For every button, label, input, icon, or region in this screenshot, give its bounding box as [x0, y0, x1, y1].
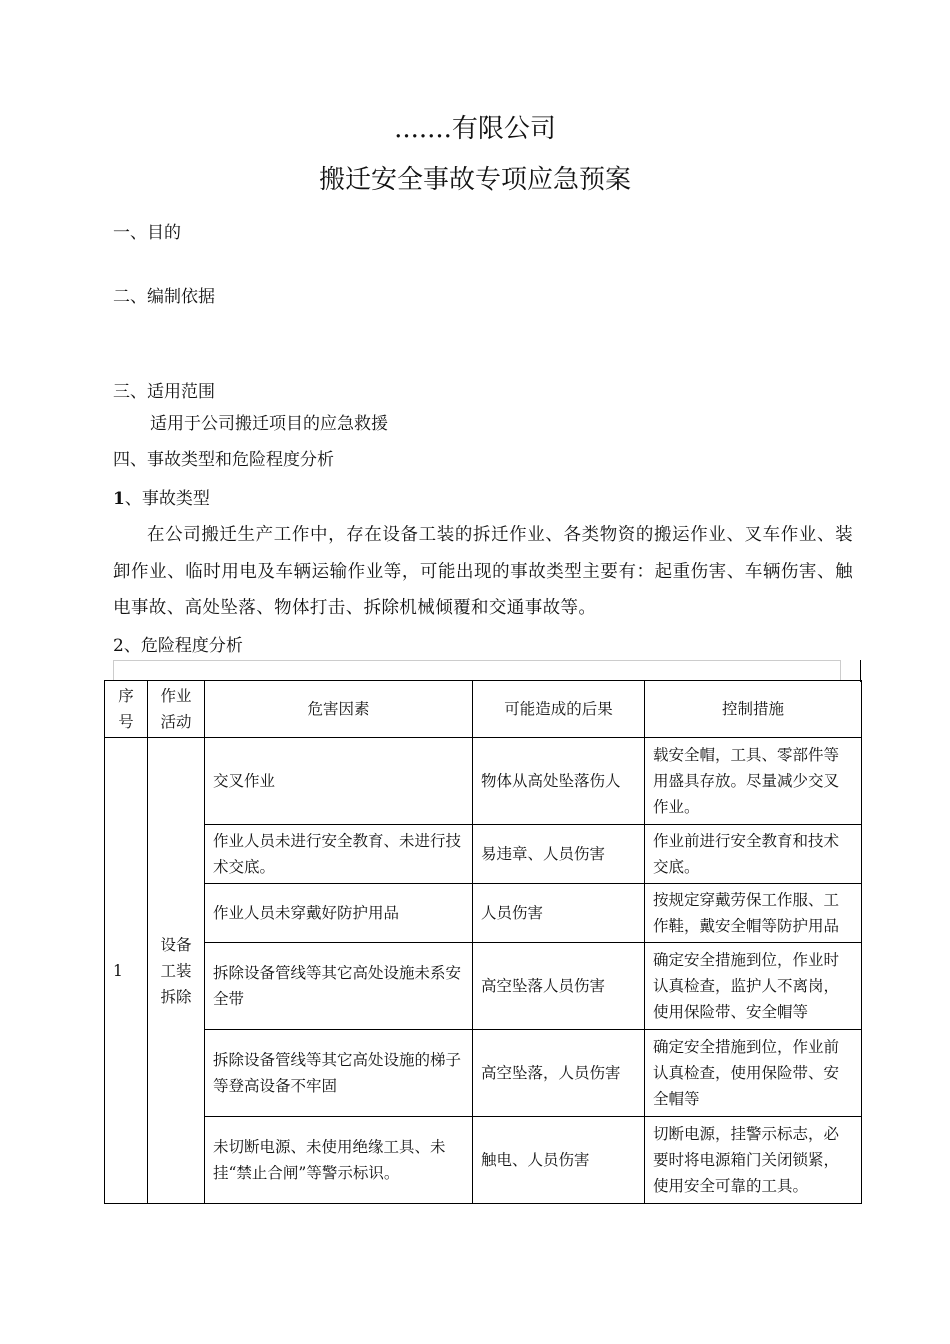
table-row: [105, 1030, 862, 1117]
header-no-line1: 序: [118, 687, 134, 705]
section-heading-purpose: 一、目的: [113, 223, 181, 243]
company-name: .......有限公司: [394, 114, 556, 144]
subheading-danger-analysis: 2、危险程度分析: [113, 636, 243, 656]
section-heading-scope: 三、适用范围: [113, 382, 215, 402]
consequence-cell: 物体从高处坠落伤人: [473, 738, 645, 825]
table-frame: [113, 660, 841, 681]
control-cell: 按规定穿戴劳保工作服、工作鞋，戴安全帽等防护用品: [645, 884, 862, 943]
header-hazard: 危害因素: [205, 681, 473, 738]
table-row: [105, 943, 862, 1030]
hazard-cell: 作业人员未穿戴好防护用品: [205, 884, 473, 943]
header-no: [105, 681, 148, 738]
hazard-cell: 交叉作业: [205, 738, 473, 825]
row-number-cell: 1: [105, 738, 148, 1204]
control-cell: 作业前进行安全教育和技术交底。: [645, 825, 862, 884]
activity-cell: [148, 738, 205, 1204]
subheading-label: 、事故类型: [124, 489, 210, 509]
header-activity-line2: 活动: [160, 713, 192, 731]
control-cell: 确定安全措施到位，作业时认真检查，监护人不离岗，使用保险带、安全帽等: [645, 943, 862, 1030]
table-row: [105, 1117, 862, 1204]
consequence-cell: 易违章、人员伤害: [473, 825, 645, 884]
hazard-cell: 作业人员未进行安全教育、未进行技术交底。: [205, 825, 473, 884]
subheading-accident-types: [113, 487, 210, 511]
activity-line1: 设备: [160, 935, 192, 954]
table-row: [105, 884, 862, 943]
table-header-row: [105, 681, 862, 738]
control-cell: 载安全帽，工具、零部件等用盛具存放。尽量减少交叉作业。: [645, 738, 862, 825]
hazard-cell: 拆除设备管线等其它高处设施的梯子等登高设备不牢固: [205, 1030, 473, 1117]
control-cell: 切断电源，挂警示标志，必要时将电源箱门关闭锁紧，使用安全可靠的工具。: [645, 1117, 862, 1204]
table-row: [105, 738, 862, 825]
header-consequence: 可能造成的后果: [473, 681, 645, 738]
header-control: 控制措施: [645, 681, 862, 738]
scope-text: 适用于公司搬迁项目的应急救援: [150, 414, 388, 434]
consequence-cell: 高空坠落人员伤害: [473, 943, 645, 1030]
table-row: [105, 825, 862, 884]
header-activity: [148, 681, 205, 738]
control-cell: 确定安全措施到位，作业前认真检查，使用保险带、安全帽等: [645, 1030, 862, 1117]
document-title: 搬迁安全事故专项应急预案: [318, 165, 631, 195]
hazard-analysis-table: [104, 680, 862, 1204]
subheading-number: 1: [113, 489, 125, 509]
section-heading-basis: 二、编制依据: [113, 287, 215, 307]
header-activity-line1: 作业: [160, 687, 192, 705]
section-heading-analysis: 四、事故类型和危险程度分析: [113, 450, 334, 470]
header-no-line2: 号: [118, 713, 134, 731]
consequence-cell: 高空坠落，人员伤害: [473, 1030, 645, 1117]
activity-line3: 拆除: [160, 987, 192, 1006]
consequence-cell: 触电、人员伤害: [473, 1117, 645, 1204]
accident-types-paragraph: 在公司搬迁生产工作中，存在设备工装的拆迁作业、各类物资的搬运作业、叉车作业、装卸作业、临时用电及车辆运输作业等，可能出现的事故类型主要有：起重伤害、车辆伤害、触电事故、高处坠落、物体打击、拆除机械倾覆和交通事故等。: [113, 525, 853, 618]
hazard-cell: 未切断电源、未使用绝缘工具、未挂“禁止合闸”等警示标识。: [205, 1117, 473, 1204]
activity-line2: 工装: [160, 961, 192, 980]
consequence-cell: 人员伤害: [473, 884, 645, 943]
table-frame-edge: [860, 660, 861, 682]
hazard-cell: 拆除设备管线等其它高处设施未系安全带: [205, 943, 473, 1030]
